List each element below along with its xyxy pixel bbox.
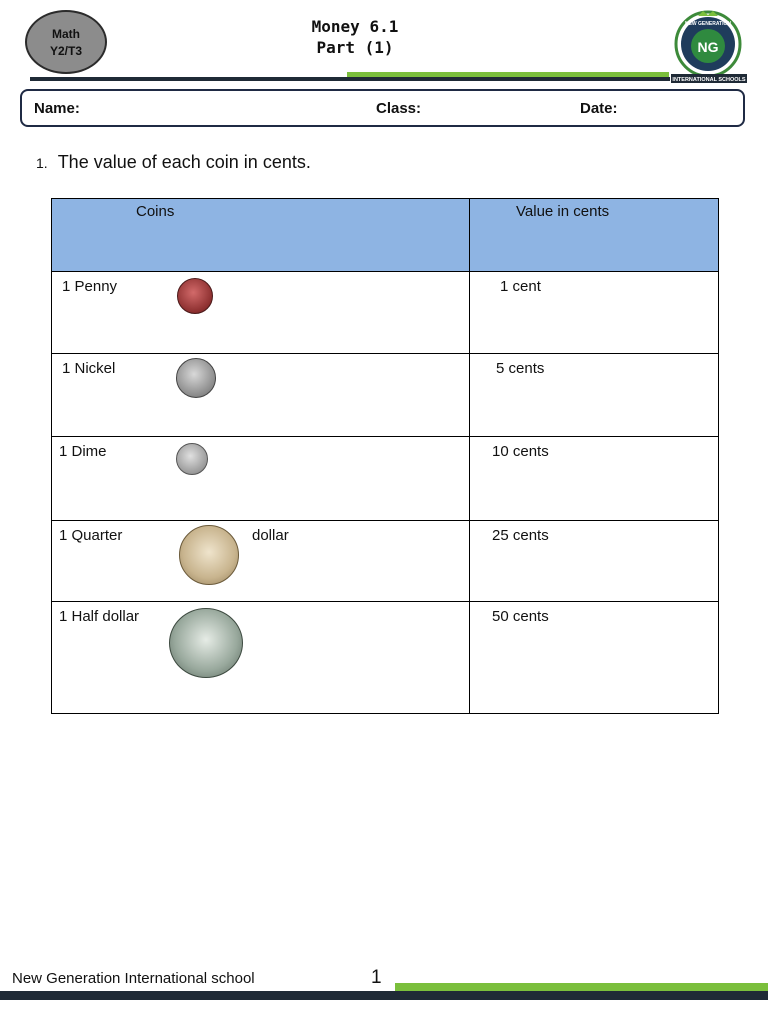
coin-cell [52, 521, 470, 602]
level-label: Y2/T3 [49, 44, 82, 58]
header-divider [30, 77, 670, 81]
table-row [52, 272, 719, 354]
coin-value-table [51, 198, 719, 714]
class-label: Class: [376, 100, 422, 117]
footer-accent-bar [395, 983, 768, 991]
table-row [52, 437, 719, 521]
coin-cell [52, 272, 470, 354]
title-line-2: Part (1) [316, 38, 394, 57]
coin-label: 1 Half dollar [59, 608, 140, 625]
coin-cell [52, 354, 470, 437]
coin-label-extra: dollar [252, 527, 289, 544]
worksheet-title [230, 16, 480, 58]
title-line-1: Money 6.1 [311, 17, 399, 36]
value-cell [470, 521, 719, 602]
subject-badge [25, 10, 107, 74]
header-value: Value in cents [470, 199, 719, 272]
logo-top-text: NEW GENERATION [684, 21, 732, 27]
coin-cell [52, 602, 470, 714]
dime-coin-icon [176, 443, 208, 475]
coin-cell [52, 437, 470, 521]
coin-value: 50 cents [492, 608, 549, 625]
value-cell [470, 437, 719, 521]
coin-label: 1 Nickel [62, 360, 116, 377]
table-header-row [52, 199, 719, 272]
coin-label: 1 Penny [62, 278, 118, 295]
question-text: The value of each coin in cents. [57, 152, 311, 172]
question-number: 1. [36, 155, 48, 171]
subject-label: Math [52, 27, 80, 41]
coin-value: 5 cents [496, 360, 545, 377]
penny-coin-icon [177, 278, 213, 314]
value-cell [470, 272, 719, 354]
logo-bottom-text: INTERNATIONAL SCHOOLS [672, 77, 746, 83]
value-cell [470, 602, 719, 714]
table-row [52, 602, 719, 714]
footer-bar [0, 991, 768, 1000]
question-1 [36, 152, 311, 173]
coin-label: 1 Dime [59, 443, 107, 460]
coin-value: 25 cents [492, 527, 549, 544]
date-label: Date: [580, 100, 618, 117]
student-info-box [20, 89, 745, 127]
coin-value: 1 cent [500, 278, 541, 295]
logo-initials: NG [697, 39, 719, 55]
coin-label: 1 Quarter [59, 527, 123, 544]
value-cell [470, 354, 719, 437]
quarter-dollar-coin-icon [179, 525, 239, 585]
coin-value: 10 cents [492, 443, 549, 460]
page-number: 1 [371, 967, 382, 988]
header-coins: Coins [52, 199, 470, 272]
school-logo-icon [668, 8, 750, 84]
footer-school-name: New Generation International school [12, 970, 255, 987]
nickel-coin-icon [176, 358, 216, 398]
table-row [52, 521, 719, 602]
name-label: Name: [34, 100, 80, 117]
half-dollar-coin-icon [169, 608, 243, 678]
table-row [52, 354, 719, 437]
